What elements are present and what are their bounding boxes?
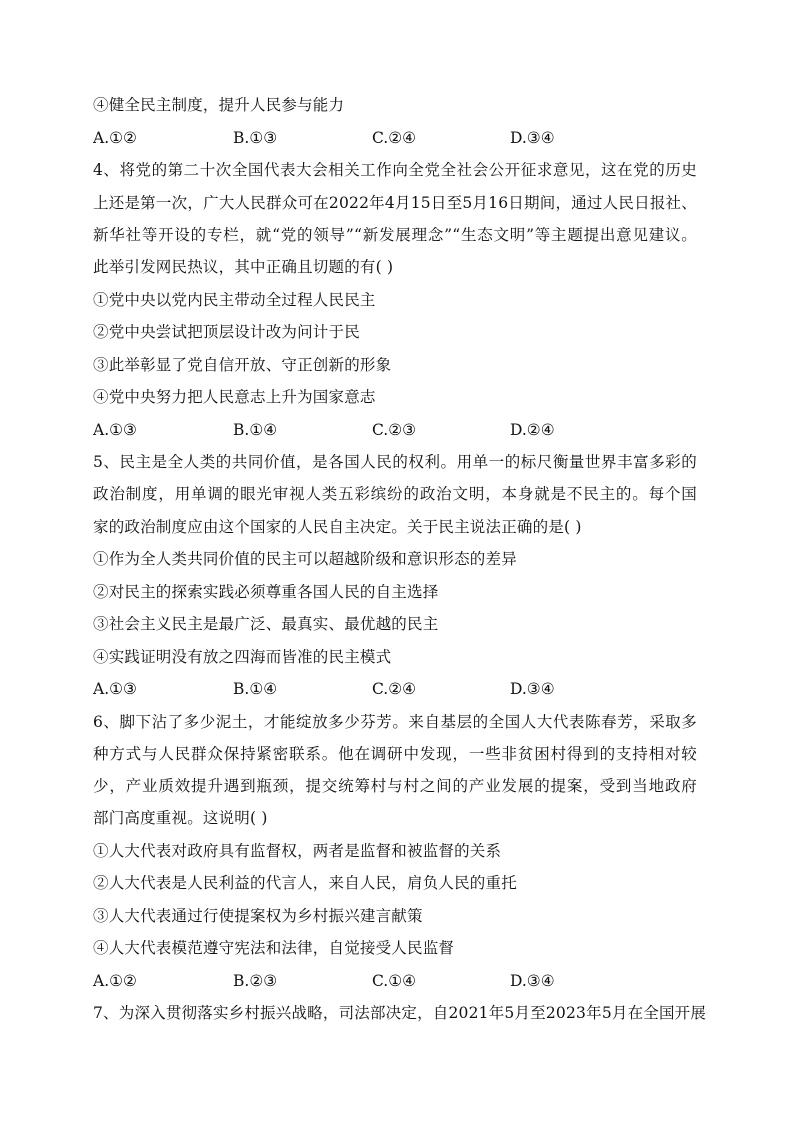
q4-answer-b: B.①④ bbox=[233, 421, 278, 439]
q5-option-3: ③社会主义民主是最广泛、最真实、最优越的民主 bbox=[93, 615, 439, 633]
q5-answer-c: C.②④ bbox=[372, 680, 417, 698]
q3-answer-c: C.②④ bbox=[372, 129, 417, 147]
q4-option-4: ④党中央努力把人民意志上升为国家意志 bbox=[93, 388, 376, 406]
q6-stem-line-3: 少，产业质效提升遇到瓶颈，提交统筹村与村之间的产业发展的提案，受到当地政府 bbox=[93, 777, 697, 795]
q6-answer-c: C.①④ bbox=[372, 972, 417, 990]
q6-option-4: ④人大代表模范遵守宪法和法律，自觉接受人民监督 bbox=[93, 939, 455, 957]
q5-answer-d: D.③④ bbox=[510, 680, 555, 698]
q6-stem-line-4: 部门高度重视。这说明( ) bbox=[93, 809, 268, 827]
q5-stem-line-2: 政治制度，用单调的眼光审视人类五彩缤纷的政治文明，本身就是不民主的。每个国 bbox=[93, 485, 697, 503]
q3-answer-a: A.①② bbox=[93, 129, 137, 147]
q6-option-1: ①人大代表对政府具有监督权，两者是监督和被监督的关系 bbox=[93, 842, 502, 860]
q4-stem-line-1: 4、将党的第二十次全国代表大会相关工作向全党全社会公开征求意见，这在党的历史 bbox=[93, 161, 697, 179]
q6-stem-line-1: 6、脚下沾了多少泥土，才能绽放多少芬芳。来自基层的全国人大代表陈春芳，采取多 bbox=[93, 713, 697, 731]
q5-option-1: ①作为全人类共同价值的民主可以超越阶级和意识形态的差异 bbox=[93, 550, 517, 568]
q6-option-3: ③人大代表通过行使提案权为乡村振兴建言献策 bbox=[93, 907, 423, 925]
q4-answer-a: A.①③ bbox=[93, 421, 137, 439]
q3-answer-d: D.③④ bbox=[510, 129, 555, 147]
q6-answer-a: A.①② bbox=[93, 972, 137, 990]
q5-option-4: ④实践证明没有放之四海而皆准的民主模式 bbox=[93, 648, 392, 666]
q5-answer-b: B.①④ bbox=[233, 680, 278, 698]
q4-stem-line-2: 上还是第一次，广大人民群众可在2022年4月15日至5月16日期间，通过人民日报社、 bbox=[93, 194, 697, 212]
q4-stem-line-4: 此举引发网民热议，其中正确且切题的有( ) bbox=[93, 258, 394, 276]
q3-answer-choices bbox=[93, 128, 697, 148]
q6-stem-line-2: 种方式与人民群众保持紧密联系。他在调研中发现，一些非贫困村得到的支持相对较 bbox=[93, 745, 697, 763]
q5-stem-line-1: 5、民主是全人类的共同价值，是各国人民的权利。用单一的标尺衡量世界丰富多彩的 bbox=[93, 453, 697, 471]
q4-answer-d: D.②④ bbox=[510, 421, 555, 439]
q4-option-1: ①党中央以党内民主带动全过程人民民主 bbox=[93, 291, 376, 309]
q4-stem-line-3: 新华社等开设的专栏，就“党的领导”“新发展理念”“生态文明”等主题提出意见建议。 bbox=[93, 226, 697, 244]
q4-answer-choices bbox=[93, 420, 697, 440]
q5-answer-a: A.①③ bbox=[93, 680, 137, 698]
q3-answer-b: B.①③ bbox=[233, 129, 278, 147]
q7-stem-line-1: 7、为深入贯彻落实乡村振兴战略，司法部决定，自2021年5月至2023年5月在全国开展 bbox=[93, 1004, 707, 1022]
q5-answer-choices bbox=[93, 679, 697, 699]
q4-option-3: ③此举彰显了党自信开放、守正创新的形象 bbox=[93, 356, 392, 374]
q6-option-2: ②人大代表是人民利益的代言人，来自人民，肩负人民的重托 bbox=[93, 874, 517, 892]
q6-answer-b: B.②③ bbox=[233, 972, 278, 990]
q6-answer-choices bbox=[93, 971, 697, 991]
q4-answer-c: C.②③ bbox=[372, 421, 417, 439]
q5-stem-line-3: 家的政治制度应由这个国家的人民自主决定。关于民主说法正确的是( ) bbox=[93, 518, 582, 536]
q3-option-4: ④健全民主制度，提升人民参与能力 bbox=[93, 96, 345, 114]
q4-option-2: ②党中央尝试把顶层设计改为问计于民 bbox=[93, 323, 360, 341]
q5-option-2: ②对民主的探索实践必须尊重各国人民的自主选择 bbox=[93, 583, 439, 601]
q6-answer-d: D.③④ bbox=[510, 972, 555, 990]
